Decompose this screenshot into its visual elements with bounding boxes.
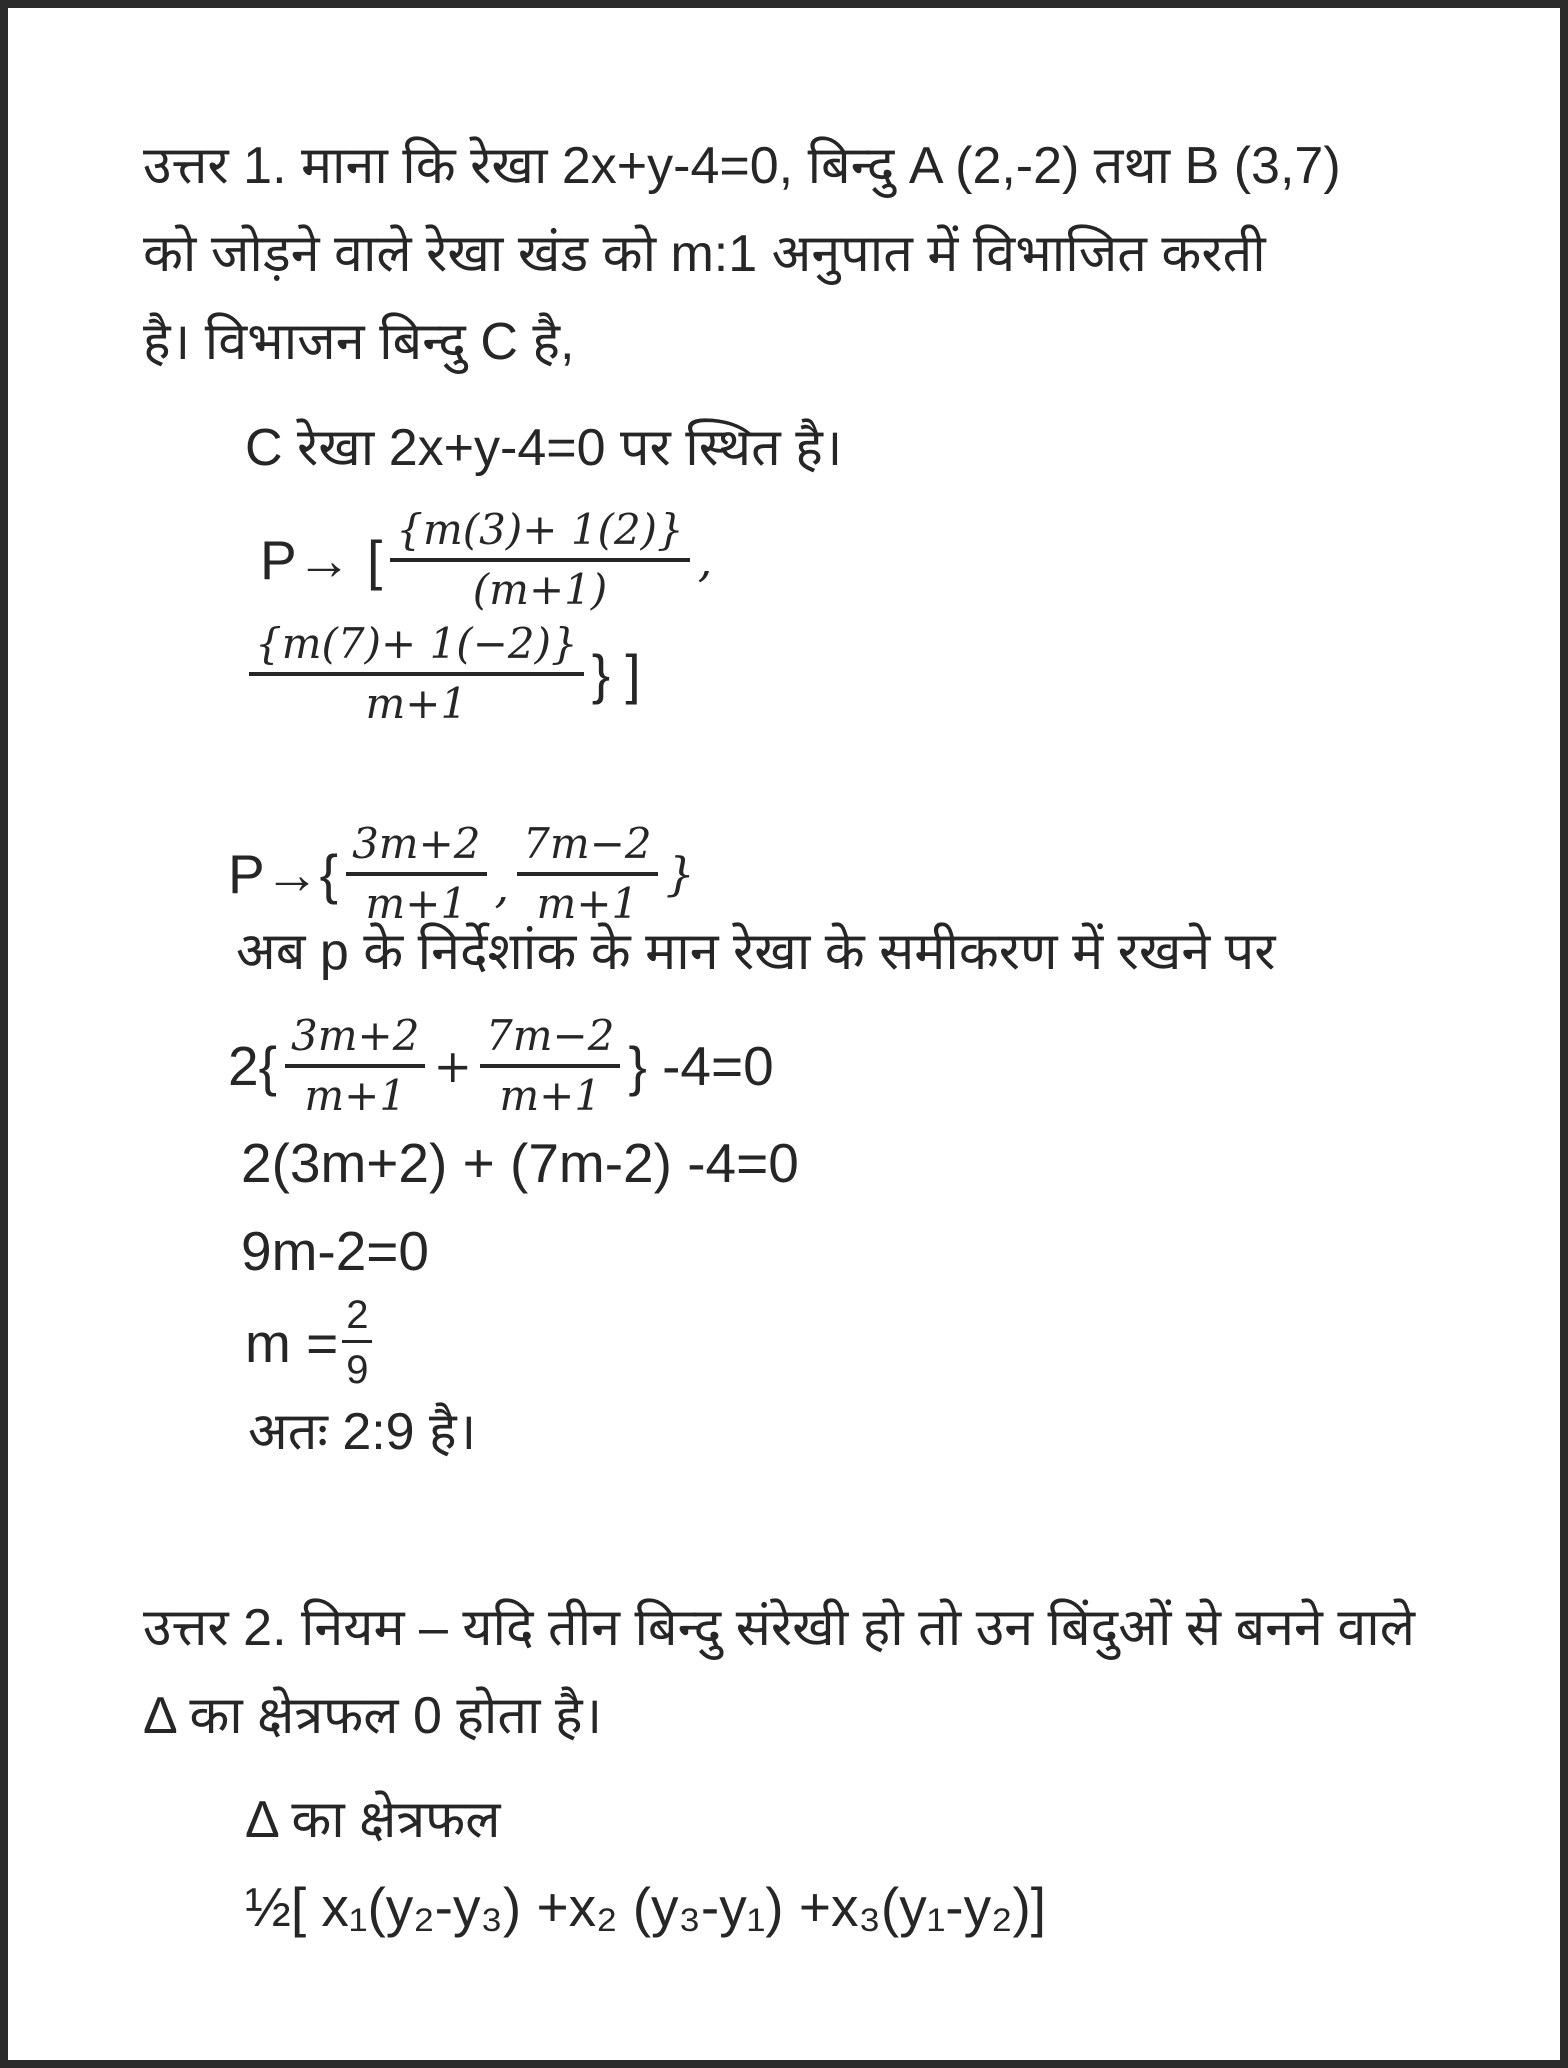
ratio-conclusion-line: अतः 2:9 है। xyxy=(248,1403,477,1461)
formula-suffix: } xyxy=(665,847,695,902)
formula-prefix: P→ [ xyxy=(260,529,383,592)
substitution-note-line: अब p के निर्देशांक के मान रेखा के समीकरण में रखने पर xyxy=(236,923,1276,981)
answer1-paragraph xyxy=(143,122,1341,386)
formula-suffix: } -4=0 xyxy=(628,1035,774,1098)
fraction-denominator: m+1 xyxy=(499,1071,602,1121)
fraction xyxy=(249,620,584,729)
formula-suffix: } ] xyxy=(591,643,641,706)
fraction xyxy=(390,506,690,615)
fraction-numerator: {m(7)+ 1(−2)} xyxy=(249,620,584,676)
fraction-numerator: 2 xyxy=(342,1292,372,1343)
formula-separator: , xyxy=(494,858,510,913)
fraction-numerator: 7m−2 xyxy=(517,820,657,876)
triangle-area-formula: ½[ x₁(y₂-y₃) +x₂ (y₃-y₁) +x₃(y₁-y₂)] xyxy=(245,1876,1047,1938)
fraction-numerator: {m(3)+ 1(2)} xyxy=(390,506,690,562)
fraction-denominator: m+1 xyxy=(365,679,468,729)
statement-line: C रेखा 2x+y-4=0 पर स्थित है। xyxy=(245,419,843,477)
paragraph-line: है। विभाजन बिन्दु C है, xyxy=(143,313,575,371)
fraction-numerator: 3m+2 xyxy=(285,1012,425,1068)
formula-prefix: P→{ xyxy=(228,843,339,906)
fraction-numerator: 3m+2 xyxy=(346,820,486,876)
paragraph-line: उत्तर 2. नियम – यदि तीन बिन्दु संरेखी हो तो उन बिंदुओं से बनने वाले xyxy=(143,1599,1415,1657)
simplified-equation-line: 9m-2=0 xyxy=(241,1220,430,1282)
fraction-denominator: (m+1) xyxy=(472,565,608,615)
paragraph-line: Δ का क्षेत्रफल 0 होता है। xyxy=(143,1687,603,1745)
fraction xyxy=(285,1012,425,1121)
triangle-area-label: Δ का क्षेत्रफल xyxy=(245,1791,501,1849)
paragraph-line: को जोड़ने वाले रेखा खंड को m:1 अनुपात में विभाजित करती xyxy=(143,225,1266,283)
paragraph-line: उत्तर 1. माना कि रेखा 2x+y-4=0, बिन्दु A (2,-2) तथा B (3,7) xyxy=(143,137,1341,195)
fraction-denominator: m+1 xyxy=(304,1071,407,1121)
plus-operator: + xyxy=(433,1039,472,1094)
answer2-paragraph xyxy=(143,1584,1415,1760)
expanded-equation-line: 2(3m+2) + (7m-2) -4=0 xyxy=(241,1132,799,1194)
fraction-denominator: 9 xyxy=(346,1348,369,1392)
equation-lhs: m = xyxy=(245,1311,339,1374)
fraction xyxy=(342,1292,372,1393)
p-formula-row-1 xyxy=(260,506,712,615)
fraction xyxy=(480,1012,620,1121)
formula-separator: , xyxy=(697,533,713,588)
fraction-denominator: m+1 xyxy=(365,879,468,929)
fraction-denominator: m+1 xyxy=(536,879,639,929)
fraction-numerator: 7m−2 xyxy=(480,1012,620,1068)
substituted-equation-row xyxy=(228,1012,774,1121)
p-formula-row-2 xyxy=(241,620,641,729)
formula-prefix: 2{ xyxy=(228,1035,277,1098)
m-value-row xyxy=(245,1292,376,1393)
